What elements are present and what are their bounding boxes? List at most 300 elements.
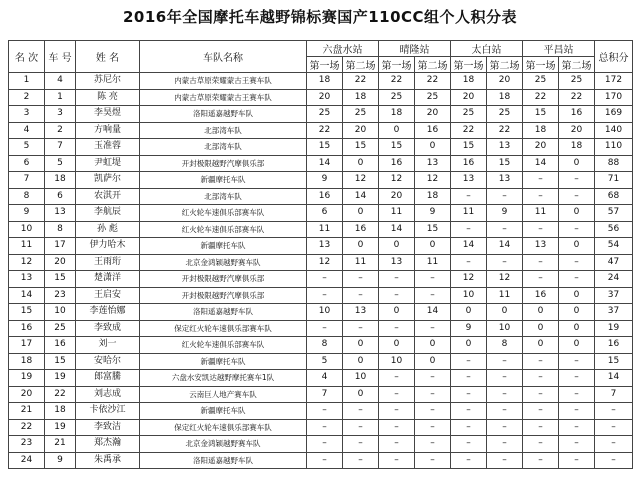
table-row [9,238,633,255]
score-cell: – [559,452,595,469]
car-number-cell: 21 [45,436,76,453]
score-cell: 22 [487,122,523,139]
total-cell: – [595,419,633,436]
score-cell: – [487,419,523,436]
score-cell: 22 [307,122,343,139]
score-cell: 13 [379,254,415,271]
score-cell: – [379,271,415,288]
score-cell: 16 [343,221,379,238]
score-cell: – [451,188,487,205]
table-row [9,304,633,321]
score-cell: – [523,386,559,403]
car-number-cell: 6 [45,188,76,205]
score-cell: – [523,254,559,271]
score-cell: – [379,419,415,436]
score-cell: – [451,221,487,238]
score-cell: 15 [343,139,379,156]
rider-name-cell: 郑杰瀚 [76,436,140,453]
rank-cell: 11 [9,238,45,255]
rider-name-cell: 李莲怡娜 [76,304,140,321]
score-cell: 15 [379,139,415,156]
score-cell: – [559,436,595,453]
score-cell: 16 [307,188,343,205]
score-cell: – [379,386,415,403]
score-cell: 16 [523,287,559,304]
rider-name-cell: 孙 彪 [76,221,140,238]
total-cell: 24 [595,271,633,288]
score-cell: 0 [523,304,559,321]
header-station: 六盘水站 [307,41,379,57]
score-cell: 25 [451,106,487,123]
total-cell: 170 [595,89,633,106]
table-row [9,139,633,156]
team-cell: 红火轮车速俱乐部赛车队 [140,221,307,238]
total-cell: 14 [595,370,633,387]
score-cell: 9 [487,205,523,222]
score-cell: – [487,221,523,238]
score-cell: – [559,419,595,436]
score-cell: – [415,271,451,288]
header-round-2: 第二场 [415,57,451,73]
table-row [9,172,633,189]
score-cell: 12 [415,172,451,189]
car-number-cell: 19 [45,419,76,436]
rank-cell: 17 [9,337,45,354]
rider-name-cell: 李昊煜 [76,106,140,123]
header-station: 平昌站 [523,41,595,57]
score-cell: 10 [451,287,487,304]
team-cell: 红火轮车速俱乐部赛车队 [140,337,307,354]
score-cell: 0 [379,304,415,321]
score-cell: 0 [559,320,595,337]
table-row [9,122,633,139]
score-cell: 20 [451,89,487,106]
total-cell: – [595,436,633,453]
table-row [9,205,633,222]
score-cell: 13 [487,139,523,156]
score-cell: – [451,386,487,403]
table-row [9,73,633,90]
car-number-cell: 25 [45,320,76,337]
team-cell: 内蒙古草原荣耀蒙古王赛车队 [140,73,307,90]
total-cell: 37 [595,287,633,304]
score-cell: 18 [379,106,415,123]
total-cell: 15 [595,353,633,370]
score-cell: 22 [523,89,559,106]
rank-cell: 22 [9,419,45,436]
score-cell: 0 [523,337,559,354]
table-row [9,370,633,387]
score-cell: – [307,320,343,337]
team-cell: 保定红火轮车速俱乐部赛车队 [140,320,307,337]
score-cell: 0 [451,337,487,354]
score-cell: 0 [379,122,415,139]
score-cell: 0 [451,304,487,321]
table-row [9,353,633,370]
score-cell: 11 [307,221,343,238]
table-row [9,271,633,288]
rank-cell: 5 [9,139,45,156]
table-body [9,73,633,469]
rider-name-cell: 王启安 [76,287,140,304]
total-cell: 71 [595,172,633,189]
rank-cell: 7 [9,172,45,189]
score-cell: 11 [523,205,559,222]
team-cell: 新疆摩托车队 [140,238,307,255]
car-number-cell: 15 [45,271,76,288]
score-cell: 25 [415,89,451,106]
car-number-cell: 23 [45,287,76,304]
score-cell: 15 [487,155,523,172]
rider-name-cell: 陈 亮 [76,89,140,106]
team-cell: 新疆摩托车队 [140,172,307,189]
score-cell: 20 [415,106,451,123]
rank-cell: 8 [9,188,45,205]
score-cell: – [523,221,559,238]
header-rank: 名 次 [9,41,45,73]
score-cell: – [559,403,595,420]
score-cell: 25 [307,106,343,123]
score-cell: – [523,370,559,387]
score-cell: – [307,271,343,288]
car-number-cell: 18 [45,172,76,189]
score-cell: – [379,320,415,337]
team-cell: 开封极限越野汽摩俱乐部 [140,271,307,288]
car-number-cell: 2 [45,122,76,139]
car-number-cell: 9 [45,452,76,469]
score-cell: 10 [307,304,343,321]
total-cell: 140 [595,122,633,139]
rank-cell: 20 [9,386,45,403]
total-cell: 68 [595,188,633,205]
rider-name-cell: 凯萨尔 [76,172,140,189]
rider-name-cell: 李致成 [76,320,140,337]
score-cell: 22 [559,89,595,106]
team-cell: 红火轮车速俱乐部赛车队 [140,205,307,222]
header-round-1: 第一场 [379,57,415,73]
rank-cell: 16 [9,320,45,337]
car-number-cell: 18 [45,403,76,420]
score-cell: 0 [343,205,379,222]
score-cell: 0 [343,386,379,403]
score-cell: 10 [487,320,523,337]
score-cell: 20 [307,89,343,106]
rider-name-cell: 伊力哈木 [76,238,140,255]
rank-cell: 6 [9,155,45,172]
rank-cell: 1 [9,73,45,90]
score-cell: 0 [415,337,451,354]
score-cell: 12 [487,271,523,288]
score-cell: 0 [487,304,523,321]
score-cell: 14 [487,238,523,255]
team-cell: 洛阳遥嘉越野车队 [140,452,307,469]
score-cell: – [451,436,487,453]
table-row [9,452,633,469]
table-row [9,89,633,106]
score-cell: 0 [559,337,595,354]
score-cell: – [451,452,487,469]
score-cell: 0 [559,287,595,304]
score-cell: – [343,287,379,304]
car-number-cell: 5 [45,155,76,172]
score-cell: 0 [559,155,595,172]
score-cell: – [415,452,451,469]
header-station: 太白站 [451,41,523,57]
score-cell: – [451,254,487,271]
score-cell: 9 [451,320,487,337]
rank-cell: 12 [9,254,45,271]
car-number-cell: 8 [45,221,76,238]
score-cell: 0 [523,320,559,337]
score-cell: – [487,254,523,271]
car-number-cell: 13 [45,205,76,222]
rider-name-cell: 楚潇洋 [76,271,140,288]
team-cell: 北部湾车队 [140,122,307,139]
total-cell: 54 [595,238,633,255]
table-row [9,106,633,123]
table-row [9,436,633,453]
score-cell: – [559,271,595,288]
score-cell: – [559,221,595,238]
score-cell: – [379,452,415,469]
score-cell: – [451,353,487,370]
score-cell: 18 [307,73,343,90]
score-cell: – [487,188,523,205]
score-cell: 18 [523,122,559,139]
table-row [9,221,633,238]
score-cell: 14 [523,155,559,172]
score-cell: 25 [343,106,379,123]
team-cell: 六盘水安凯达越野摩托赛车1队 [140,370,307,387]
total-cell: 88 [595,155,633,172]
header-total: 总积分 [595,41,633,73]
rank-cell: 21 [9,403,45,420]
total-cell: 57 [595,205,633,222]
team-cell: 北部湾车队 [140,188,307,205]
score-cell: 16 [379,155,415,172]
score-cell: – [307,287,343,304]
car-number-cell: 15 [45,353,76,370]
header-round-1: 第一场 [307,57,343,73]
score-cell: 13 [523,238,559,255]
table-row [9,287,633,304]
score-cell: 20 [343,122,379,139]
score-cell: 5 [307,353,343,370]
score-cell: 12 [343,172,379,189]
score-cell: 15 [523,106,559,123]
score-cell: 10 [379,353,415,370]
rider-name-cell: 朱禹承 [76,452,140,469]
score-cell: – [343,271,379,288]
score-cell: 9 [307,172,343,189]
total-cell: 169 [595,106,633,123]
score-cell: 0 [379,337,415,354]
score-cell: – [487,436,523,453]
score-cell: 0 [379,238,415,255]
total-cell: 56 [595,221,633,238]
score-cell: – [559,254,595,271]
rank-cell: 14 [9,287,45,304]
score-cell: – [487,353,523,370]
rider-name-cell: 玉准蓉 [76,139,140,156]
rider-name-cell: 王雨珩 [76,254,140,271]
score-cell: 12 [451,271,487,288]
score-cell: 0 [559,238,595,255]
score-cell: 0 [415,139,451,156]
car-number-cell: 20 [45,254,76,271]
score-cell: – [559,370,595,387]
score-cell: – [523,271,559,288]
rank-cell: 9 [9,205,45,222]
score-cell: – [559,188,595,205]
table-row [9,254,633,271]
header-round-2: 第二场 [487,57,523,73]
score-cell: – [559,386,595,403]
score-cell: 14 [451,238,487,255]
team-cell: 洛阳遥嘉越野车队 [140,106,307,123]
score-cell: 14 [307,155,343,172]
score-cell: – [451,370,487,387]
table-row [9,386,633,403]
score-cell: – [379,370,415,387]
score-cell: – [379,403,415,420]
score-cell: – [415,403,451,420]
score-cell: – [487,403,523,420]
score-cell: 25 [523,73,559,90]
total-cell: 110 [595,139,633,156]
score-cell: 15 [451,139,487,156]
rank-cell: 2 [9,89,45,106]
score-cell: 12 [307,254,343,271]
team-cell: 北京金鸿颖越野赛车队 [140,436,307,453]
score-cell: – [559,353,595,370]
score-cell: 12 [379,172,415,189]
score-cell: – [343,436,379,453]
score-cell: – [451,419,487,436]
total-cell: 16 [595,337,633,354]
team-cell: 新疆摩托车队 [140,403,307,420]
rank-cell: 13 [9,271,45,288]
rank-cell: 3 [9,106,45,123]
score-cell: – [307,436,343,453]
rank-cell: 4 [9,122,45,139]
score-cell: 0 [343,337,379,354]
score-cell: 9 [415,205,451,222]
rank-cell: 10 [9,221,45,238]
score-cell: 20 [487,73,523,90]
score-cell: 13 [451,172,487,189]
score-cell: 15 [307,139,343,156]
score-cell: 18 [451,73,487,90]
car-number-cell: 17 [45,238,76,255]
rider-name-cell: 卡依沙江 [76,403,140,420]
score-cell: 11 [343,254,379,271]
car-number-cell: 7 [45,139,76,156]
score-cell: 0 [559,205,595,222]
score-cell: 22 [343,73,379,90]
score-cell: 10 [343,370,379,387]
score-cell: – [523,188,559,205]
score-cell: 11 [451,205,487,222]
rank-cell: 23 [9,436,45,453]
car-number-cell: 22 [45,386,76,403]
score-cell: – [307,403,343,420]
header-round-2: 第二场 [343,57,379,73]
score-cell: 20 [523,139,559,156]
rider-name-cell: 李致洁 [76,419,140,436]
header-round-1: 第一场 [523,57,559,73]
team-cell: 新疆摩托车队 [140,353,307,370]
rank-cell: 15 [9,304,45,321]
total-cell: 19 [595,320,633,337]
car-number-cell: 1 [45,89,76,106]
score-cell: – [523,172,559,189]
score-cell: 18 [343,89,379,106]
rank-cell: 18 [9,353,45,370]
score-cell: 11 [379,205,415,222]
score-cell: 6 [307,205,343,222]
score-cell: 15 [415,221,451,238]
score-cell: – [379,436,415,453]
score-cell: 0 [559,304,595,321]
car-number-cell: 16 [45,337,76,354]
score-cell: – [379,287,415,304]
header-round-2: 第二场 [559,57,595,73]
score-cell: – [415,386,451,403]
total-cell: 7 [595,386,633,403]
score-cell: 14 [415,304,451,321]
car-number-cell: 4 [45,73,76,90]
score-cell: 13 [415,155,451,172]
table-row [9,320,633,337]
car-number-cell: 3 [45,106,76,123]
score-cell: 18 [415,188,451,205]
score-cell: – [307,452,343,469]
score-cell: – [559,172,595,189]
table-row [9,188,633,205]
header-team: 车队名称 [140,41,307,73]
score-cell: – [415,287,451,304]
score-cell: – [343,403,379,420]
score-cell: – [451,403,487,420]
table-row [9,337,633,354]
score-cell: 20 [559,122,595,139]
score-cell: 25 [487,106,523,123]
score-cell: 14 [379,221,415,238]
score-cell: 0 [343,155,379,172]
header-name: 姓 名 [76,41,140,73]
total-cell: 47 [595,254,633,271]
table-row [9,155,633,172]
score-cell: 0 [343,238,379,255]
score-cell: 16 [451,155,487,172]
rider-name-cell: 李航辰 [76,205,140,222]
score-cell: 22 [415,73,451,90]
score-cell: 25 [379,89,415,106]
score-cell: – [523,403,559,420]
rider-name-cell: 安哈尔 [76,353,140,370]
score-cell: – [343,320,379,337]
score-cell: – [343,452,379,469]
score-cell: 7 [307,386,343,403]
rank-cell: 19 [9,370,45,387]
score-cell: – [523,419,559,436]
rank-cell: 24 [9,452,45,469]
score-cell: 0 [415,353,451,370]
score-cell: 13 [487,172,523,189]
rider-name-cell: 农淇开 [76,188,140,205]
rider-name-cell: 刘志成 [76,386,140,403]
